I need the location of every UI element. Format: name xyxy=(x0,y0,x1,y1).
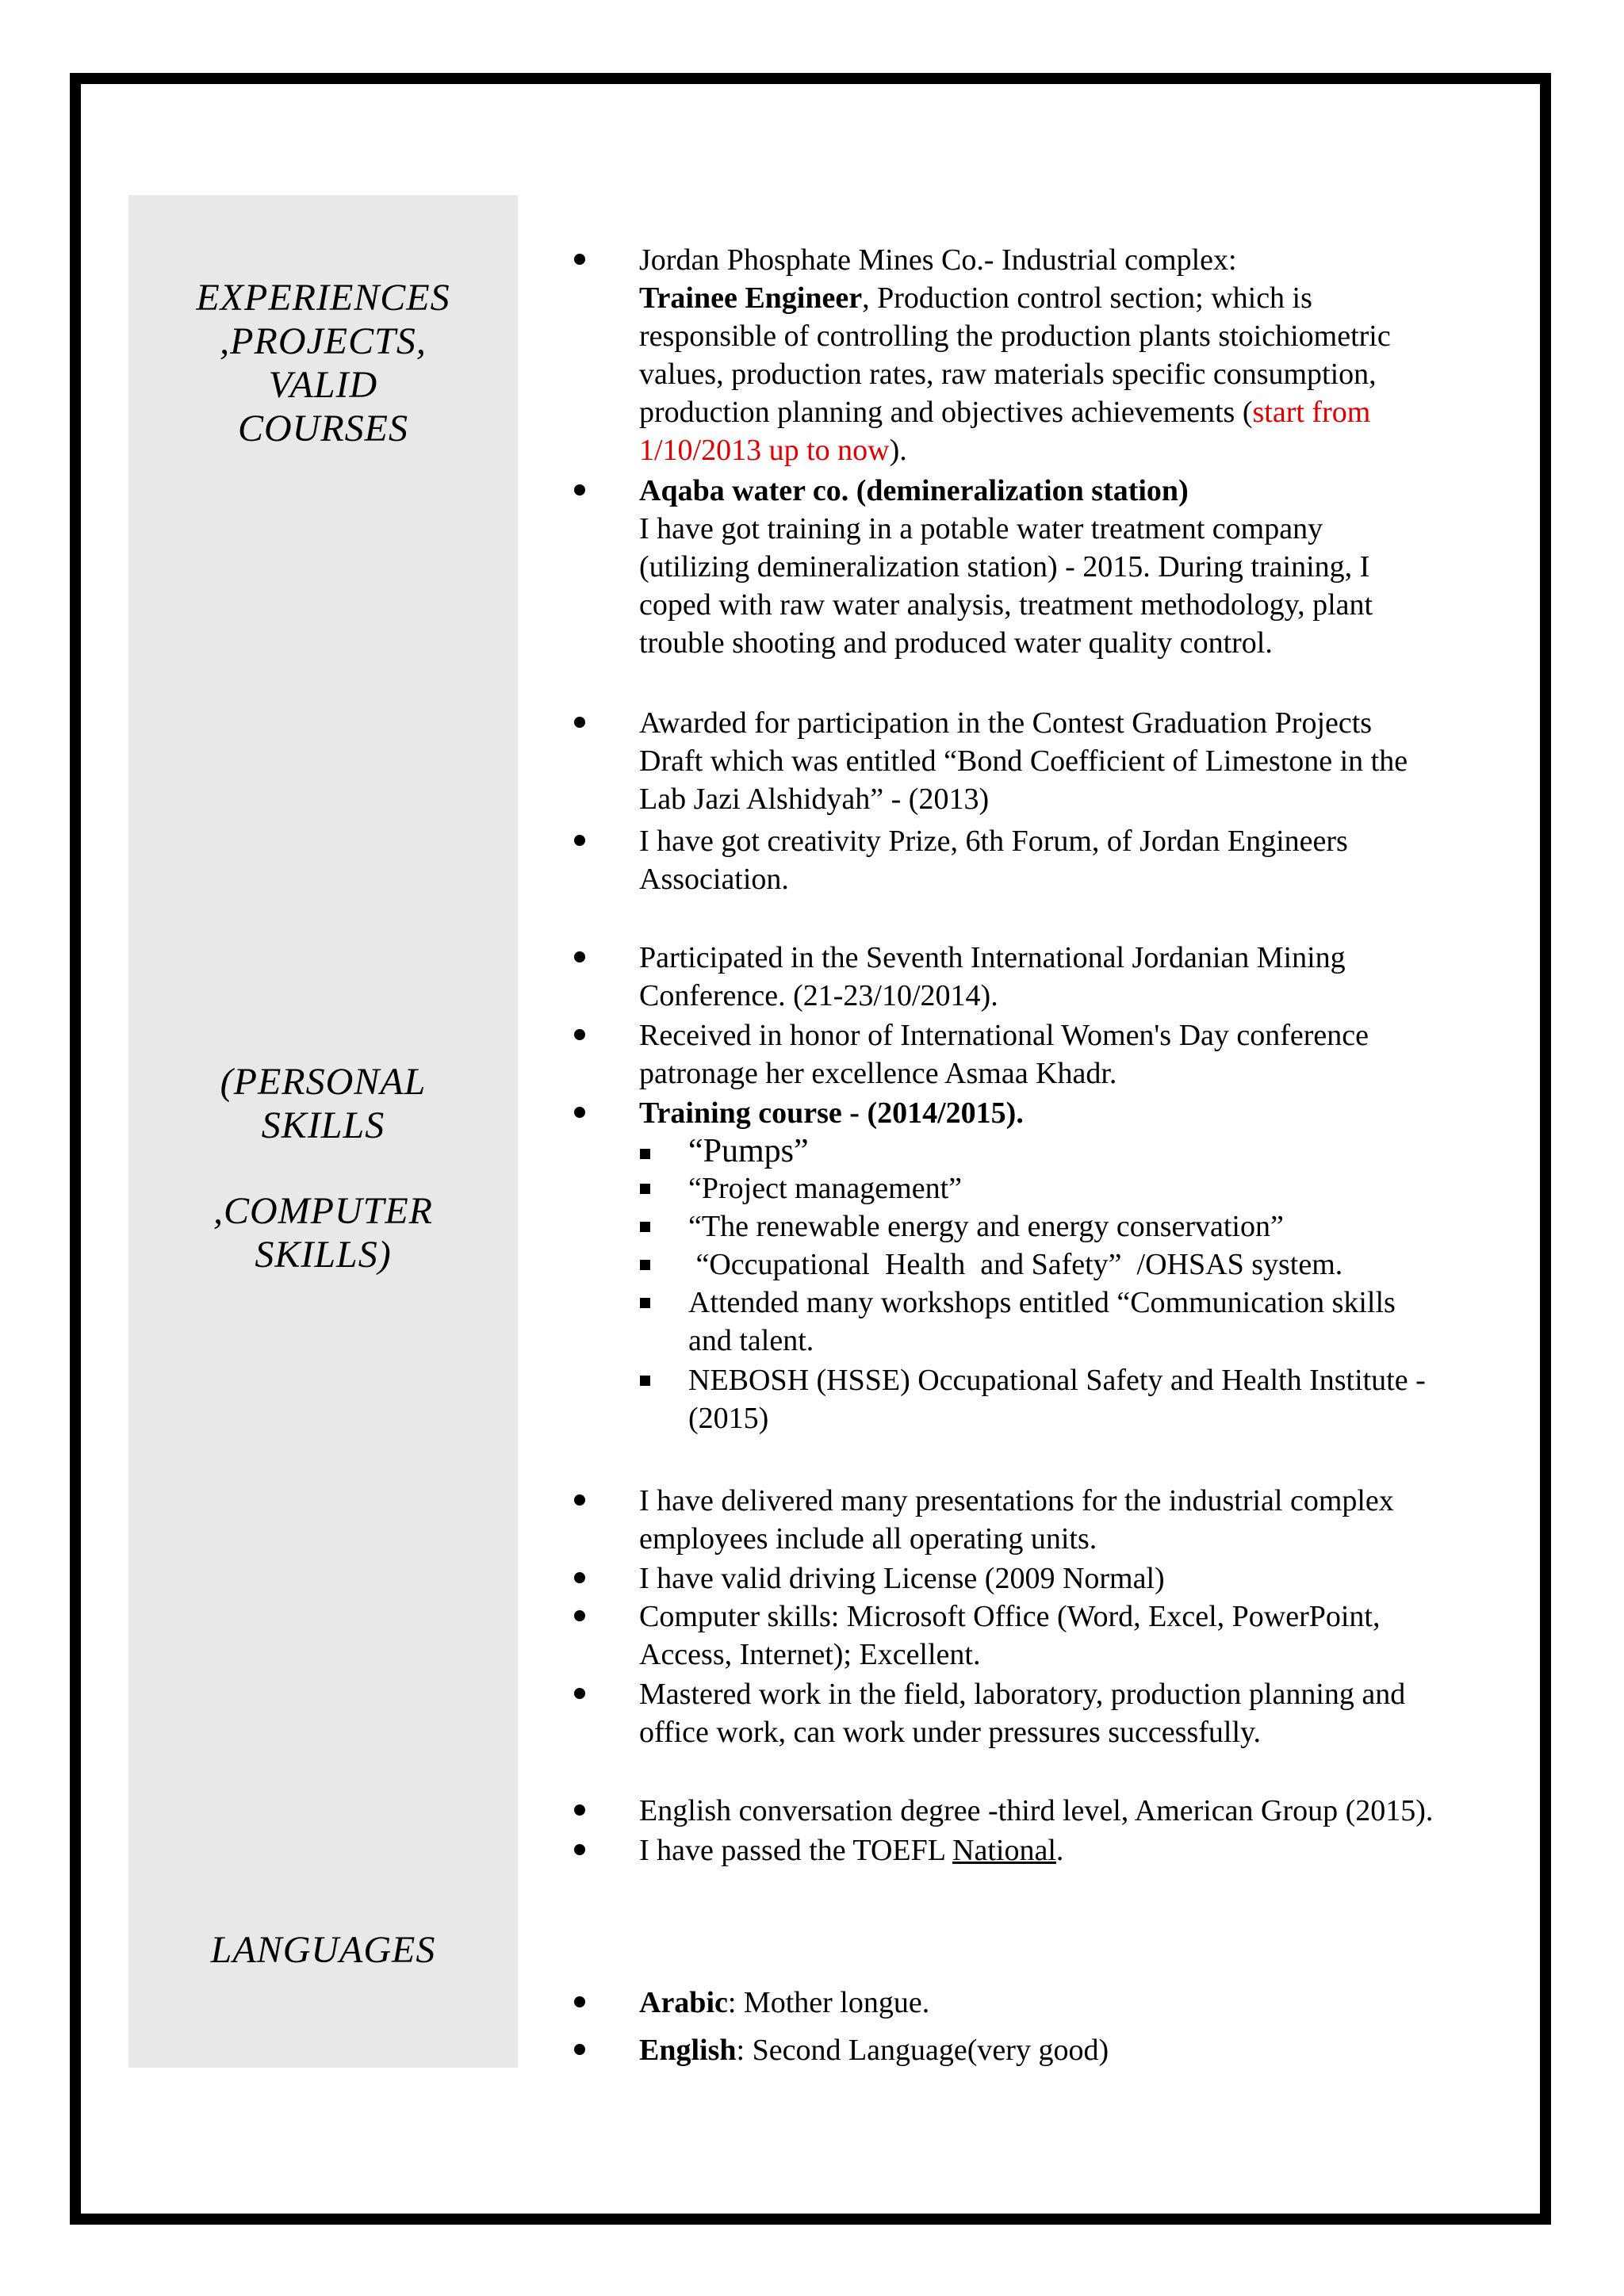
bullet xyxy=(574,2044,585,2055)
skill-english-conversation: English conversation degree -third level, American Group (2015). xyxy=(639,1794,1434,1827)
training-item-continued: and talent. xyxy=(688,1324,814,1357)
training-item-continued: (2015) xyxy=(688,1402,769,1435)
project-award: Awarded for participation in the Contest Graduation Projects Draft which was entitled “Bond Coefficient of Limestone in the Lab Jazi Alshidyah” - (2013) xyxy=(639,706,1408,816)
course-training-title: Training course - (2014/2015). xyxy=(639,1096,1024,1130)
training-item: “The renewable energy and energy conservation” xyxy=(688,1210,1284,1243)
bullet xyxy=(574,1107,585,1118)
square-bullet xyxy=(640,1376,650,1386)
project-creativity: I have got creativity Prize, 6th Forum, of Jordan Engineers Association. xyxy=(639,825,1348,896)
training-item: “Pumps” xyxy=(688,1133,809,1169)
heading-experiences: EXPERIENCES ,PROJECTS, VALID COURSES xyxy=(196,277,450,450)
square-bullet xyxy=(640,1260,650,1270)
square-bullet xyxy=(640,1222,650,1232)
bullet xyxy=(574,951,585,962)
skill-presentations: I have delivered many presentations for the industrial complex employees include all operating units. xyxy=(639,1484,1394,1556)
bullet xyxy=(574,1572,585,1583)
training-item: Attended many workshops entitled “Communication skills xyxy=(688,1286,1396,1319)
bullet xyxy=(574,1494,585,1506)
bullet xyxy=(574,484,585,496)
square-bullet xyxy=(640,1184,650,1194)
square-bullet xyxy=(640,1149,650,1159)
heading-computer-skills: ,COMPUTER SKILLS) xyxy=(213,1190,433,1276)
training-item: “Project management” xyxy=(688,1172,963,1205)
training-item: NEBOSH (HSSE) Occupational Safety and Health Institute - xyxy=(688,1364,1426,1397)
bullet xyxy=(574,1996,585,2007)
heading-languages: LANGUAGES xyxy=(210,1929,436,1971)
bullet xyxy=(574,1844,585,1855)
bullet xyxy=(574,835,585,846)
bullet xyxy=(574,1688,585,1699)
language-english: English: Second Language(very good) xyxy=(639,2034,1109,2067)
skill-computer: Computer skills: Microsoft Office (Word, Excel, PowerPoint, Access, Internet); Excellent. xyxy=(639,1600,1381,1671)
bullet xyxy=(574,1610,585,1621)
bullet xyxy=(574,254,585,265)
course-womens-day: Received in honor of International Women's Day conference patronage her excellence Asmaa Khadr. xyxy=(639,1019,1369,1090)
heading-personal-skills: (PERSONAL SKILLS xyxy=(220,1061,427,1146)
skill-mastered: Mastered work in the field, laboratory, production planning and office work, can work under pressures successfully. xyxy=(639,1678,1406,1749)
training-item: “Occupational Health and Safety” /OHSAS system. xyxy=(688,1248,1343,1281)
course-conference: Participated in the Seventh International Jordanian Mining Conference. (21-23/10/2014). xyxy=(639,941,1346,1012)
bullet xyxy=(574,1804,585,1816)
skill-toefl: I have passed the TOEFL National. xyxy=(639,1834,1064,1867)
bullet xyxy=(574,717,585,728)
bullet xyxy=(574,1029,585,1040)
skill-license: I have valid driving License (2009 Normal) xyxy=(639,1562,1165,1595)
experience-aqaba: Aqaba water co. (demineralization station) I have got training in a potable water treatment company (utilizing demineralization station) - 2015. During training, I coped with raw water analysis, treatment methodology, plant trouble shooting and produced water quality control. xyxy=(639,474,1373,660)
experience-jpm: Jordan Phosphate Mines Co.- Industrial complex: Trainee Engineer, Production control section; which is responsible of controlling the production plants stoichiometric values, production rates, raw materials specific consumption, production planning and objectives achievements (start from 1/10/2013 up to now). xyxy=(639,243,1391,467)
square-bullet xyxy=(640,1298,650,1308)
language-arabic: Arabic: Mother longue. xyxy=(639,1986,930,2019)
